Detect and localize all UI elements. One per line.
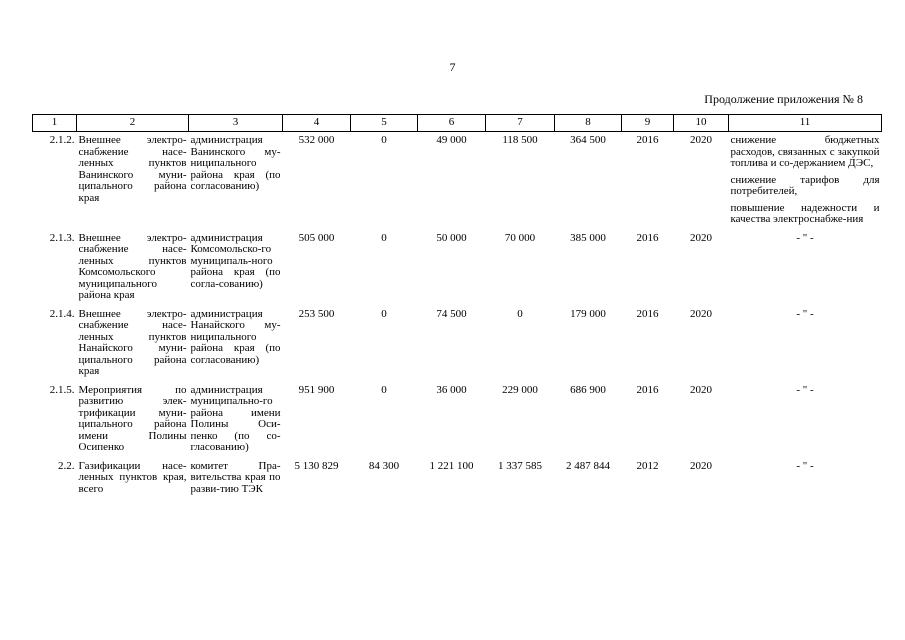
funding-col-7: 1 337 585 — [498, 459, 542, 472]
column-header-1: 1 — [33, 115, 77, 132]
effect-item: снижение тарифов для потребителей, — [730, 173, 880, 197]
table-row — [33, 132, 882, 230]
total-funding: 532 000 — [298, 134, 335, 146]
column-header-11: 11 — [729, 115, 882, 132]
program-table — [32, 114, 882, 499]
measure-name: Газификации насе-ленных пунктов края, всего — [78, 459, 187, 495]
measure-name: Мероприятия по развитию элек-трификации муни-ципального района имени Полины Осипенко — [78, 383, 187, 453]
total-funding: 253 500 — [298, 307, 335, 320]
total-funding: 951 900 — [298, 383, 335, 396]
item-number: 2.1.2. — [49, 134, 75, 146]
executor: администрация Нанайского му-ниципального района края (по согласованию) — [190, 307, 281, 366]
effect-item: повышение надежности и качества электроснабже-ния — [730, 201, 880, 225]
funding-col-5: 0 — [381, 383, 387, 396]
funding-col-5: 84 300 — [368, 459, 400, 472]
funding-col-6: 49 000 — [436, 134, 467, 146]
funding-col-5: 0 — [381, 134, 387, 146]
item-number: 2.1.3. — [49, 231, 75, 244]
executor: администрация Комсомольско-го муниципаль-ного района края (по согла-сованию) — [190, 231, 281, 290]
column-header-6: 6 — [418, 115, 486, 132]
column-header-4: 4 — [283, 115, 351, 132]
measure-name: Внешнее электро-снабжение насе-ленных пунктов Ванинского муни-ципального района края — [78, 134, 187, 204]
item-number: 2.2. — [58, 459, 75, 472]
funding-col-5: 0 — [381, 307, 387, 320]
funding-col-6: 36 000 — [436, 383, 467, 396]
funding-col-5: 0 — [381, 231, 387, 244]
funding-col-8: 686 900 — [570, 383, 606, 396]
expected-effects: - " - — [796, 307, 814, 320]
funding-col-7: 229 000 — [502, 383, 538, 396]
funding-col-8: 364 500 — [570, 134, 606, 146]
funding-col-6: 1 221 100 — [429, 459, 474, 472]
item-number: 2.1.5. — [49, 383, 75, 396]
start-year: 2016 — [636, 383, 659, 396]
item-number: 2.1.4. — [49, 307, 75, 320]
total-funding: 505 000 — [298, 231, 335, 244]
column-number-header-row — [33, 115, 882, 132]
column-header-9: 9 — [622, 115, 674, 132]
table-row — [33, 458, 882, 500]
start-year: 2016 — [636, 134, 659, 146]
executor: комитет Пра-вительства края по разви-тию ТЭК — [190, 459, 281, 495]
funding-col-6: 50 000 — [436, 231, 467, 244]
table-row — [33, 306, 882, 382]
funding-col-8: 2 487 844 — [566, 459, 610, 472]
expected-effects: - " - — [796, 459, 814, 472]
column-header-3: 3 — [189, 115, 283, 132]
measure-name: Внешнее электро-снабжение насе-ленных пунктов Нанайского муни-ципального района края — [78, 307, 187, 377]
appendix-continuation-label: Продолжение приложения № 8 — [704, 92, 863, 106]
end-year: 2020 — [690, 459, 712, 472]
end-year: 2020 — [690, 383, 712, 396]
column-header-10: 10 — [674, 115, 729, 132]
expected-effects — [729, 132, 882, 230]
start-year: 2016 — [636, 231, 659, 244]
table-row — [33, 382, 882, 458]
column-header-5: 5 — [351, 115, 418, 132]
funding-col-7: 0 — [517, 307, 523, 320]
funding-col-7: 118 500 — [502, 134, 538, 146]
measure-name: Внешнее электро-снабжение насе-ленных пунктов Комсомольского муниципального района края — [78, 231, 187, 301]
expected-effects: - " - — [796, 231, 814, 244]
funding-col-7: 70 000 — [504, 231, 536, 244]
start-year: 2012 — [636, 459, 659, 472]
end-year: 2020 — [690, 307, 712, 320]
expected-effects: - " - — [796, 383, 814, 396]
column-header-7: 7 — [486, 115, 555, 132]
end-year: 2020 — [690, 231, 712, 244]
end-year: 2020 — [690, 134, 712, 146]
column-header-8: 8 — [555, 115, 622, 132]
effect-item: снижение бюджетных расходов, связанных с закупкой топлива и со-держанием ДЭС, — [730, 134, 880, 169]
funding-col-6: 74 500 — [436, 307, 467, 320]
table-row — [33, 230, 882, 306]
column-header-2: 2 — [77, 115, 189, 132]
funding-col-8: 385 000 — [570, 231, 606, 244]
funding-col-8: 179 000 — [570, 307, 606, 320]
start-year: 2016 — [636, 307, 659, 320]
total-funding: 5 130 829 — [294, 459, 339, 472]
executor: администрация Ванинского му-ниципального района края (по согласованию) — [190, 134, 281, 192]
page-number: 7 — [449, 60, 456, 74]
executor: администрация муниципально-го района имени Полины Оси-пенко (по со-гласованию) — [190, 383, 281, 453]
